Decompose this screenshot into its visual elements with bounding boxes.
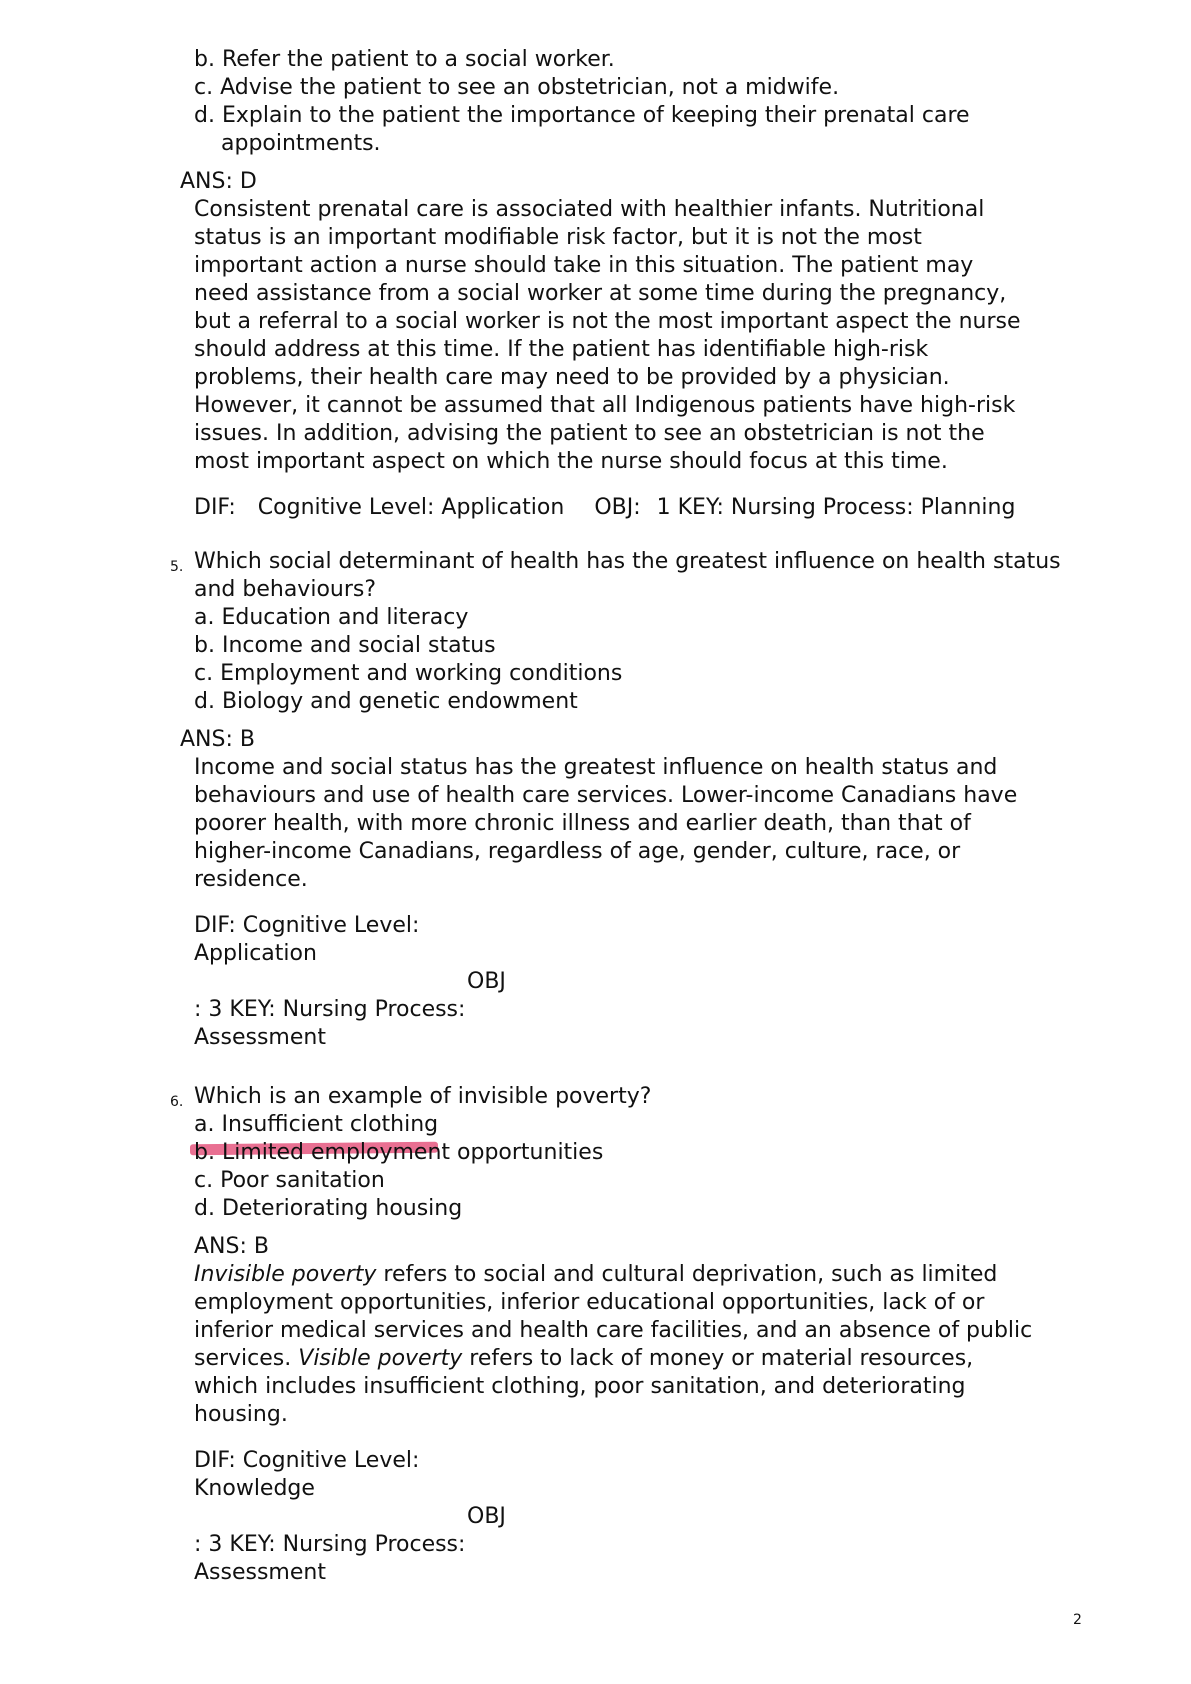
q6-rationale-line: inferior medical services and health care facilities, and an absence of public bbox=[194, 1318, 1033, 1343]
q4-rationale-line: problems, their health care may need to be provided by a physician. bbox=[194, 365, 950, 390]
q6-option-b bbox=[194, 1139, 603, 1167]
q4-option-b: b. Refer the patient to a social worker. bbox=[194, 47, 615, 72]
q6-rationale-line: services. Visible poverty refers to lack of money or material resources, bbox=[194, 1346, 974, 1371]
q4-dif-value: Cognitive Level: Application bbox=[257, 495, 565, 520]
q4-rationale-line: Consistent prenatal care is associated with healthier infants. Nutritional bbox=[194, 197, 985, 222]
q4-rationale-line: most important aspect on which the nurse should focus at this time. bbox=[194, 449, 948, 474]
q6-rationale-line: employment opportunities, inferior educational opportunities, lack of or bbox=[194, 1290, 985, 1315]
term-visible-poverty: Visible poverty bbox=[298, 1346, 463, 1371]
q6-rationale-line: Invisible poverty refers to social and cultural deprivation, such as limited bbox=[194, 1262, 998, 1287]
q6-key: : 3 KEY: Nursing Process: bbox=[194, 1532, 466, 1557]
q4-option-d-cont: appointments. bbox=[221, 131, 381, 156]
q6-question: Which is an example of invisible poverty? bbox=[194, 1084, 652, 1109]
q6-number: 6. bbox=[170, 1094, 184, 1110]
q6-option-d: d. Deteriorating housing bbox=[194, 1196, 463, 1221]
q6-option-b-rest: opportunities bbox=[450, 1140, 604, 1165]
q6-rationale-line: housing. bbox=[194, 1402, 288, 1427]
q6-option-a: a. Insufficient clothing bbox=[194, 1112, 439, 1137]
q5-rationale-line: residence. bbox=[194, 867, 308, 892]
q5-key-value: Assessment bbox=[194, 1025, 326, 1050]
q5-answer: ANS: B bbox=[180, 727, 255, 752]
q5-rationale-line: Income and social status has the greatest influence on health status and bbox=[194, 755, 998, 780]
q4-rationale-line: status is an important modifiable risk factor, but it is not the most bbox=[194, 225, 922, 250]
q4-rationale-line: However, it cannot be assumed that all Indigenous patients have high-risk bbox=[194, 393, 1016, 418]
q4-option-d: d. Explain to the patient the importance of keeping their prenatal care bbox=[194, 103, 970, 128]
q5-rationale-line: poorer health, with more chronic illness and earlier death, than that of bbox=[194, 811, 971, 836]
q4-meta bbox=[194, 494, 1015, 522]
q6-rationale-line: which includes insufficient clothing, poor sanitation, and deteriorating bbox=[194, 1374, 966, 1399]
q4-obj-label: OBJ: bbox=[594, 495, 641, 520]
q6-dif-value: Knowledge bbox=[194, 1476, 315, 1501]
q5-rationale-line: higher-income Canadians, regardless of age, gender, culture, race, or bbox=[194, 839, 961, 864]
term-invisible-poverty: Invisible poverty bbox=[194, 1262, 377, 1287]
q6-key-value: Assessment bbox=[194, 1560, 326, 1585]
q6-answer: ANS: B bbox=[194, 1234, 269, 1259]
q5-question-cont: and behaviours? bbox=[194, 577, 377, 602]
q4-dif-label: DIF: bbox=[194, 495, 236, 520]
q5-key: : 3 KEY: Nursing Process: bbox=[194, 997, 466, 1022]
q4-rationale-line: important action a nurse should take in this situation. The patient may bbox=[194, 253, 974, 278]
q5-question: Which social determinant of health has the greatest influence on health status bbox=[194, 549, 1061, 574]
q5-option-b: b. Income and social status bbox=[194, 633, 496, 658]
q5-dif: DIF: Cognitive Level: bbox=[194, 913, 420, 938]
q5-dif-value: Application bbox=[194, 941, 317, 966]
q5-number: 5. bbox=[170, 559, 184, 575]
q6-option-c: c. Poor sanitation bbox=[194, 1168, 385, 1193]
q6-dif: DIF: Cognitive Level: bbox=[194, 1448, 420, 1473]
q4-obj-key: 1 KEY: Nursing Process: Planning bbox=[656, 495, 1016, 520]
q4-answer: ANS: D bbox=[180, 169, 257, 194]
page-number: 2 bbox=[1073, 1612, 1082, 1628]
q5-option-c: c. Employment and working conditions bbox=[194, 661, 623, 686]
q4-rationale-line: issues. In addition, advising the patient to see an obstetrician is not the bbox=[194, 421, 985, 446]
highlighted-text: b. Limited employment bbox=[194, 1139, 450, 1167]
q4-rationale-line: but a referral to a social worker is not the most important aspect the nurse bbox=[194, 309, 1021, 334]
q5-option-a: a. Education and literacy bbox=[194, 605, 469, 630]
q5-obj-label: OBJ bbox=[467, 969, 506, 994]
q4-rationale-line: need assistance from a social worker at some time during the pregnancy, bbox=[194, 281, 1007, 306]
q5-option-d: d. Biology and genetic endowment bbox=[194, 689, 578, 714]
q6-obj-label: OBJ bbox=[467, 1504, 506, 1529]
q5-rationale-line: behaviours and use of health care services. Lower-income Canadians have bbox=[194, 783, 1018, 808]
q4-option-c: c. Advise the patient to see an obstetrician, not a midwife. bbox=[194, 75, 840, 100]
q4-rationale-line: should address at this time. If the patient has identifiable high-risk bbox=[194, 337, 929, 362]
